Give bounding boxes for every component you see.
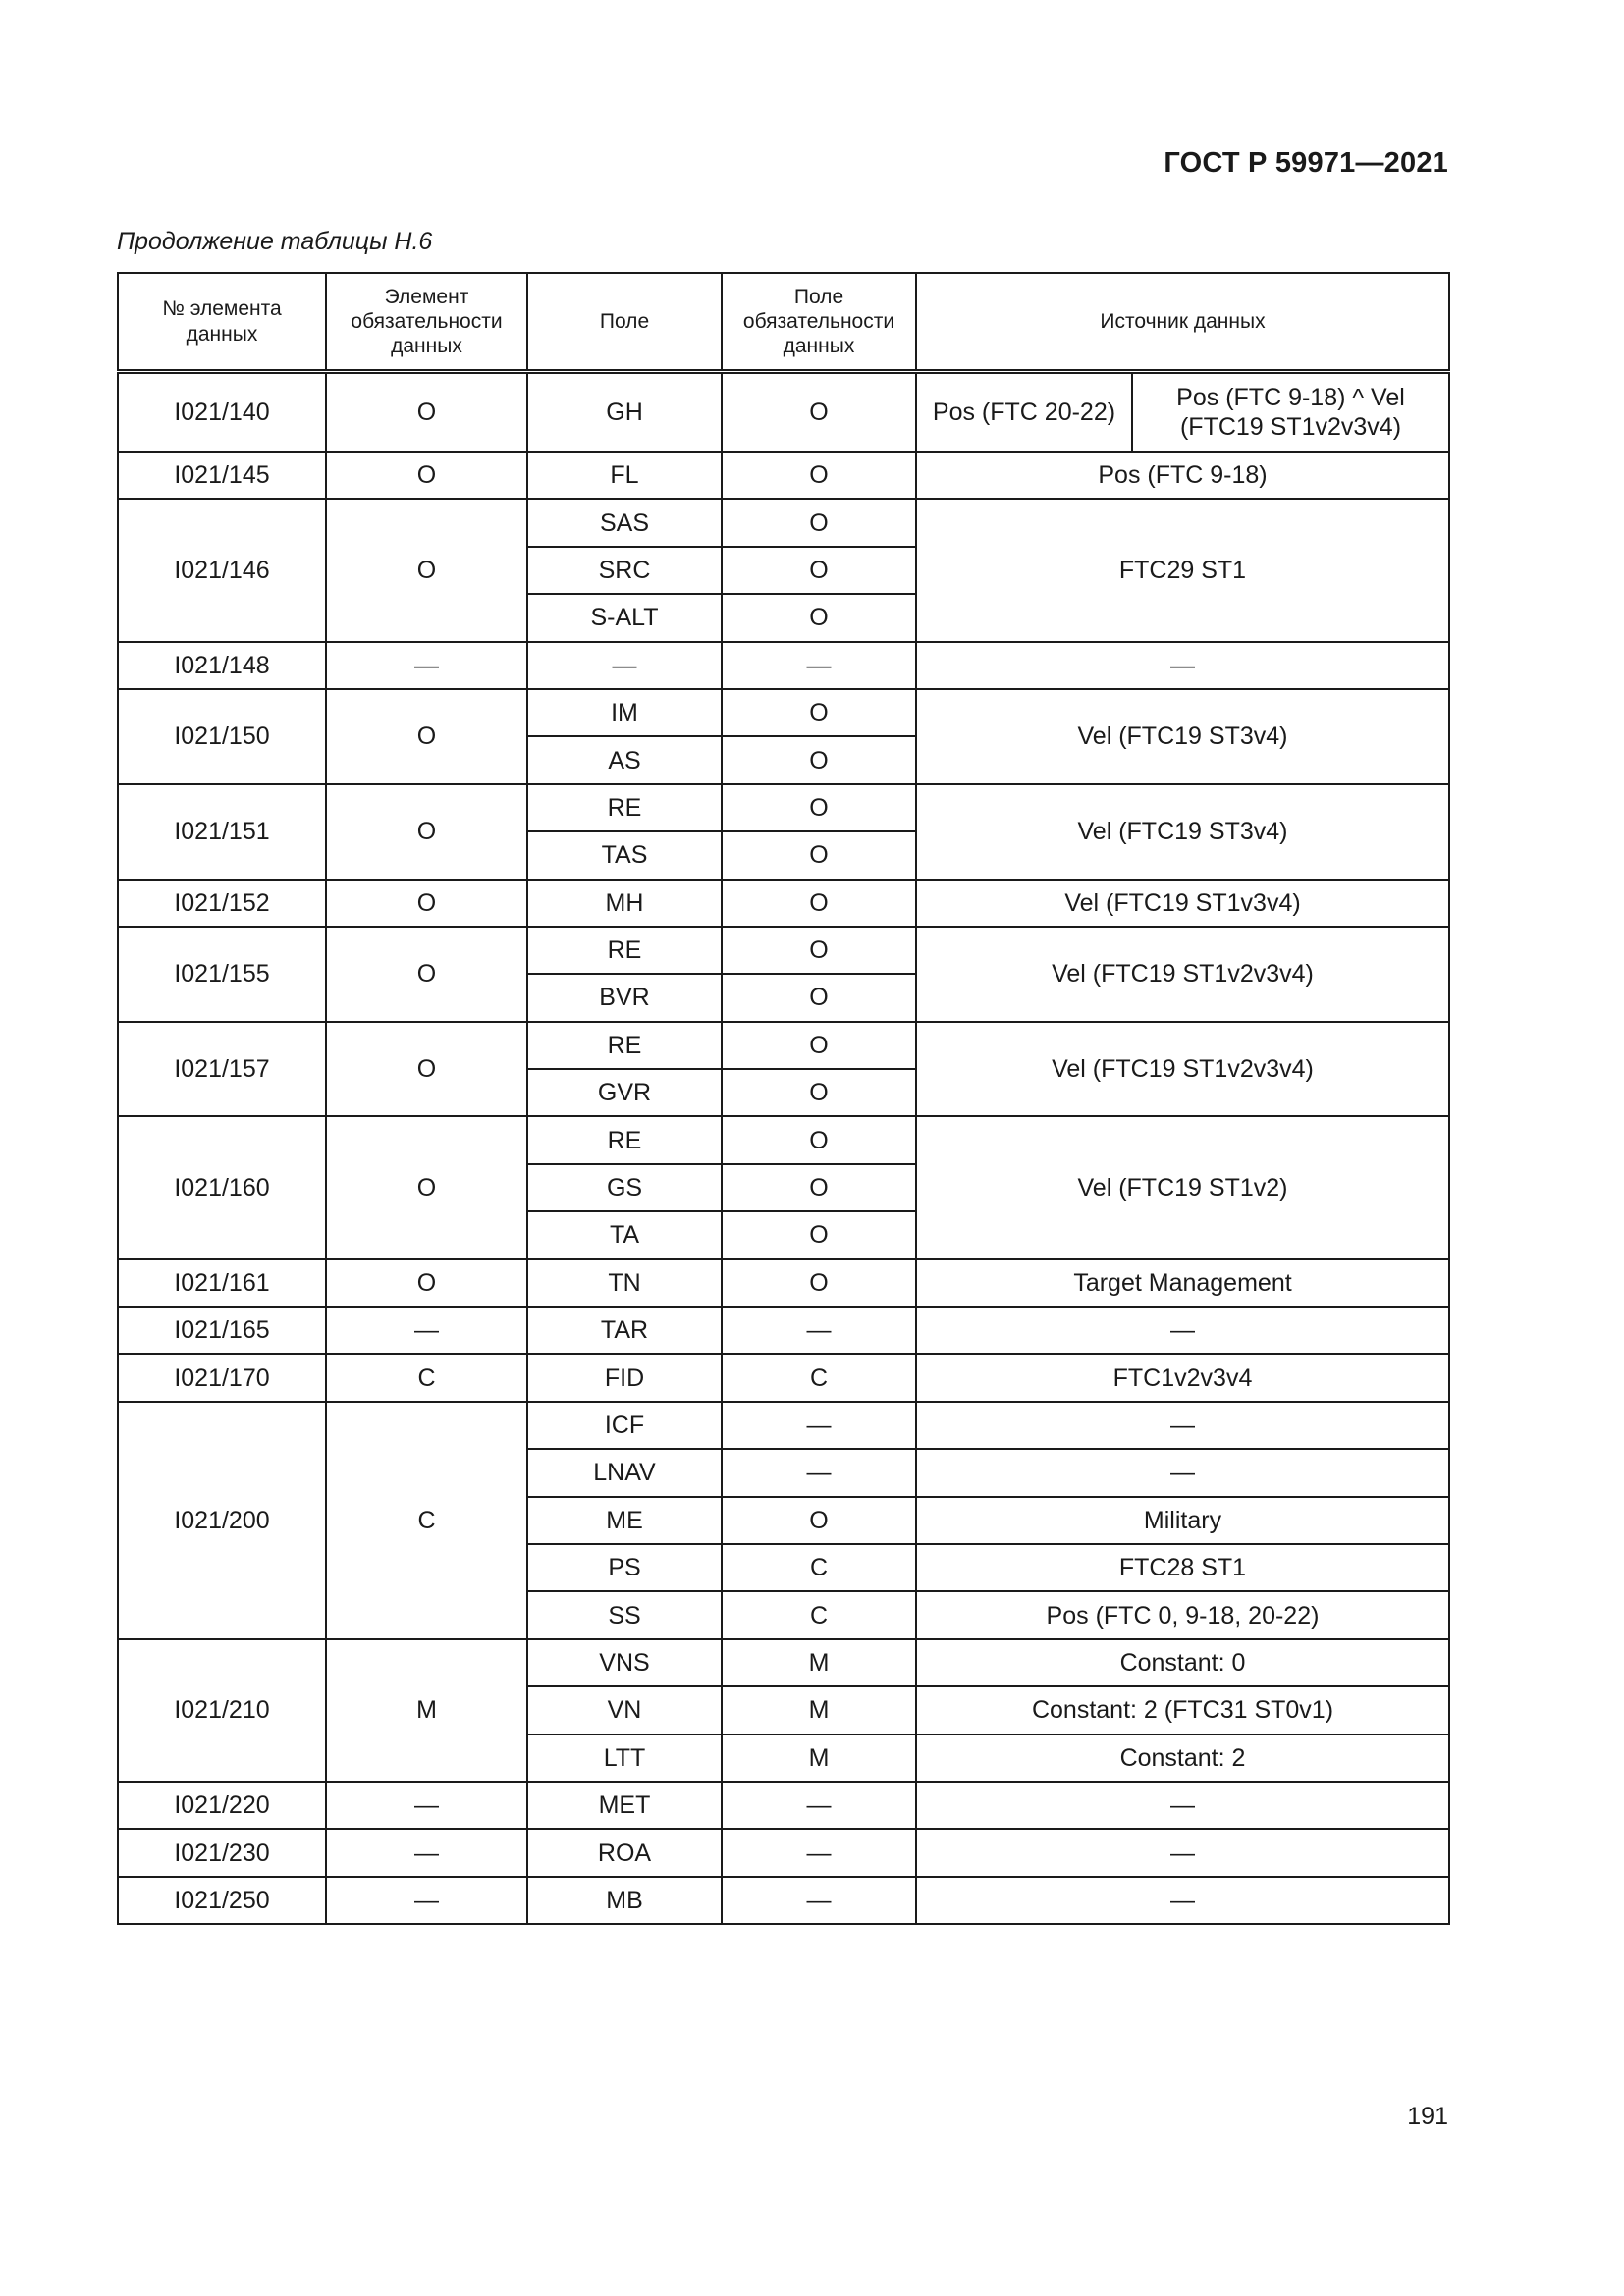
cell-element-id: I021/151 xyxy=(118,784,326,880)
cell-field-requirement: C xyxy=(722,1591,916,1638)
cell-element-id: I021/148 xyxy=(118,642,326,689)
cell-element-requirement: O xyxy=(326,1259,527,1307)
table-row xyxy=(118,1782,1449,1829)
cell-field-requirement: — xyxy=(722,1829,916,1876)
cell-field-requirement: O xyxy=(722,736,916,783)
cell-field-requirement: O xyxy=(722,499,916,546)
cell-source: Vel (FTC19 ST1v3v4) xyxy=(916,880,1449,927)
cell-field: TAR xyxy=(527,1307,722,1354)
cell-field: PS xyxy=(527,1544,722,1591)
cell-source: — xyxy=(916,1449,1449,1496)
cell-field-requirement: O xyxy=(722,1116,916,1163)
cell-element-id: I021/150 xyxy=(118,689,326,784)
cell-field-requirement: O xyxy=(722,547,916,594)
cell-field-requirement: O xyxy=(722,784,916,831)
cell-element-requirement: O xyxy=(326,452,527,499)
cell-field-requirement: C xyxy=(722,1354,916,1401)
cell-element-requirement: O xyxy=(326,372,527,453)
cell-source: Constant: 2 xyxy=(916,1735,1449,1782)
cell-field-requirement: O xyxy=(722,1259,916,1307)
cell-field-requirement: O xyxy=(722,880,916,927)
table-row xyxy=(118,1307,1449,1354)
cell-field: SS xyxy=(527,1591,722,1638)
table-row xyxy=(118,1022,1449,1069)
table-row xyxy=(118,642,1449,689)
cell-source: Target Management xyxy=(916,1259,1449,1307)
column-header: Поле обязательности данных xyxy=(722,273,916,372)
cell-element-id: I021/250 xyxy=(118,1877,326,1924)
cell-field-requirement: O xyxy=(722,927,916,974)
cell-source: FTC1v2v3v4 xyxy=(916,1354,1449,1401)
cell-element-requirement: — xyxy=(326,1829,527,1876)
cell-field-requirement: O xyxy=(722,372,916,453)
column-header: Элемент обязательности данных xyxy=(326,273,527,372)
cell-field: SRC xyxy=(527,547,722,594)
cell-element-id: I021/140 xyxy=(118,372,326,453)
cell-field-requirement: C xyxy=(722,1544,916,1591)
table-row xyxy=(118,880,1449,927)
cell-element-id: I021/155 xyxy=(118,927,326,1022)
cell-element-requirement: O xyxy=(326,499,527,641)
cell-element-id: I021/161 xyxy=(118,1259,326,1307)
cell-field: MET xyxy=(527,1782,722,1829)
cell-field-requirement: O xyxy=(722,452,916,499)
cell-field-requirement: O xyxy=(722,594,916,641)
column-header: № элемента данных xyxy=(118,273,326,372)
cell-element-requirement: — xyxy=(326,1782,527,1829)
cell-source: — xyxy=(916,1829,1449,1876)
cell-field: ME xyxy=(527,1497,722,1544)
cell-element-requirement: O xyxy=(326,784,527,880)
cell-element-requirement: O xyxy=(326,880,527,927)
cell-source: FTC29 ST1 xyxy=(916,499,1449,641)
cell-source: — xyxy=(916,1877,1449,1924)
cell-element-id: I021/230 xyxy=(118,1829,326,1876)
cell-source: — xyxy=(916,642,1449,689)
cell-field: RE xyxy=(527,1116,722,1163)
cell-element-id: I021/152 xyxy=(118,880,326,927)
cell-field-requirement: M xyxy=(722,1735,916,1782)
cell-field: ROA xyxy=(527,1829,722,1876)
cell-source: Constant: 2 (FTC31 ST0v1) xyxy=(916,1686,1449,1734)
cell-field-requirement: O xyxy=(722,974,916,1021)
cell-source: Pos (FTC 20-22) xyxy=(916,372,1132,453)
cell-field: FID xyxy=(527,1354,722,1401)
document-code: ГОСТ Р 59971—2021 xyxy=(1164,147,1448,179)
cell-field: VN xyxy=(527,1686,722,1734)
cell-source: Military xyxy=(916,1497,1449,1544)
cell-element-id: I021/145 xyxy=(118,452,326,499)
table-row xyxy=(118,499,1449,546)
cell-field-requirement: — xyxy=(722,1307,916,1354)
cell-field: BVR xyxy=(527,974,722,1021)
table-row xyxy=(118,1639,1449,1686)
cell-field-requirement: O xyxy=(722,689,916,736)
cell-field-requirement: O xyxy=(722,831,916,879)
cell-source: FTC28 ST1 xyxy=(916,1544,1449,1591)
cell-field: GS xyxy=(527,1164,722,1211)
column-header: Источник данных xyxy=(916,273,1449,372)
cell-source: Pos (FTC 9-18) xyxy=(916,452,1449,499)
cell-field: SAS xyxy=(527,499,722,546)
cell-field-requirement: O xyxy=(722,1164,916,1211)
cell-element-requirement: — xyxy=(326,642,527,689)
table-row xyxy=(118,927,1449,974)
cell-field-requirement: O xyxy=(722,1069,916,1116)
cell-field: LNAV xyxy=(527,1449,722,1496)
cell-element-id: I021/157 xyxy=(118,1022,326,1117)
cell-source: Pos (FTC 0, 9-18, 20-22) xyxy=(916,1591,1449,1638)
cell-element-id: I021/200 xyxy=(118,1402,326,1639)
table-row xyxy=(118,1259,1449,1307)
table-row xyxy=(118,1877,1449,1924)
cell-field-requirement: O xyxy=(722,1022,916,1069)
cell-field-requirement: M xyxy=(722,1639,916,1686)
table-row xyxy=(118,1116,1449,1163)
cell-element-id: I021/160 xyxy=(118,1116,326,1258)
table-row xyxy=(118,372,1449,453)
table-caption: Продолжение таблицы Н.6 xyxy=(117,228,433,255)
cell-field-requirement: — xyxy=(722,1402,916,1449)
cell-field: AS xyxy=(527,736,722,783)
table-row xyxy=(118,452,1449,499)
cell-element-requirement: O xyxy=(326,1022,527,1117)
cell-element-requirement: C xyxy=(326,1354,527,1401)
cell-field-requirement: O xyxy=(722,1211,916,1258)
cell-element-id: I021/146 xyxy=(118,499,326,641)
cell-field-requirement: O xyxy=(722,1497,916,1544)
cell-element-requirement: — xyxy=(326,1307,527,1354)
cell-field: ICF xyxy=(527,1402,722,1449)
cell-field: S-ALT xyxy=(527,594,722,641)
cell-element-id: I021/220 xyxy=(118,1782,326,1829)
cell-field: RE xyxy=(527,1022,722,1069)
cell-source: Vel (FTC19 ST1v2v3v4) xyxy=(916,927,1449,1022)
cell-field-requirement: — xyxy=(722,1782,916,1829)
cell-source: Vel (FTC19 ST1v2v3v4) xyxy=(916,1022,1449,1117)
cell-element-id: I021/170 xyxy=(118,1354,326,1401)
table-row xyxy=(118,1402,1449,1449)
column-header: Поле xyxy=(527,273,722,372)
cell-field: RE xyxy=(527,927,722,974)
cell-field: TA xyxy=(527,1211,722,1258)
cell-field: MB xyxy=(527,1877,722,1924)
cell-field: — xyxy=(527,642,722,689)
cell-field: RE xyxy=(527,784,722,831)
table-row xyxy=(118,784,1449,831)
cell-element-requirement: O xyxy=(326,1116,527,1258)
cell-element-requirement: O xyxy=(326,689,527,784)
cell-element-requirement: O xyxy=(326,927,527,1022)
table-row xyxy=(118,689,1449,736)
cell-field: TAS xyxy=(527,831,722,879)
cell-source: — xyxy=(916,1782,1449,1829)
cell-element-requirement: — xyxy=(326,1877,527,1924)
cell-source: Pos (FTC 9-18) ^ Vel (FTC19 ST1v2v3v4) xyxy=(1132,372,1449,453)
cell-element-requirement: M xyxy=(326,1639,527,1782)
cell-field-requirement: M xyxy=(722,1686,916,1734)
cell-field: GVR xyxy=(527,1069,722,1116)
cell-field: VNS xyxy=(527,1639,722,1686)
table-row xyxy=(118,1354,1449,1401)
cell-source: — xyxy=(916,1307,1449,1354)
cell-field: TN xyxy=(527,1259,722,1307)
cell-element-id: I021/165 xyxy=(118,1307,326,1354)
cell-field: IM xyxy=(527,689,722,736)
cell-source: Constant: 0 xyxy=(916,1639,1449,1686)
cell-field-requirement: — xyxy=(722,1449,916,1496)
cell-field: MH xyxy=(527,880,722,927)
page-number: 191 xyxy=(1407,2103,1448,2130)
table-row xyxy=(118,1829,1449,1876)
cell-field-requirement: — xyxy=(722,642,916,689)
table-header-row xyxy=(118,273,1449,372)
cell-source: Vel (FTC19 ST3v4) xyxy=(916,784,1449,880)
data-table xyxy=(117,272,1450,1925)
cell-element-id: I021/210 xyxy=(118,1639,326,1782)
cell-field: LTT xyxy=(527,1735,722,1782)
cell-field: FL xyxy=(527,452,722,499)
cell-source: — xyxy=(916,1402,1449,1449)
cell-field-requirement: — xyxy=(722,1877,916,1924)
cell-source: Vel (FTC19 ST1v2) xyxy=(916,1116,1449,1258)
cell-element-requirement: C xyxy=(326,1402,527,1639)
cell-field: GH xyxy=(527,372,722,453)
cell-source: Vel (FTC19 ST3v4) xyxy=(916,689,1449,784)
